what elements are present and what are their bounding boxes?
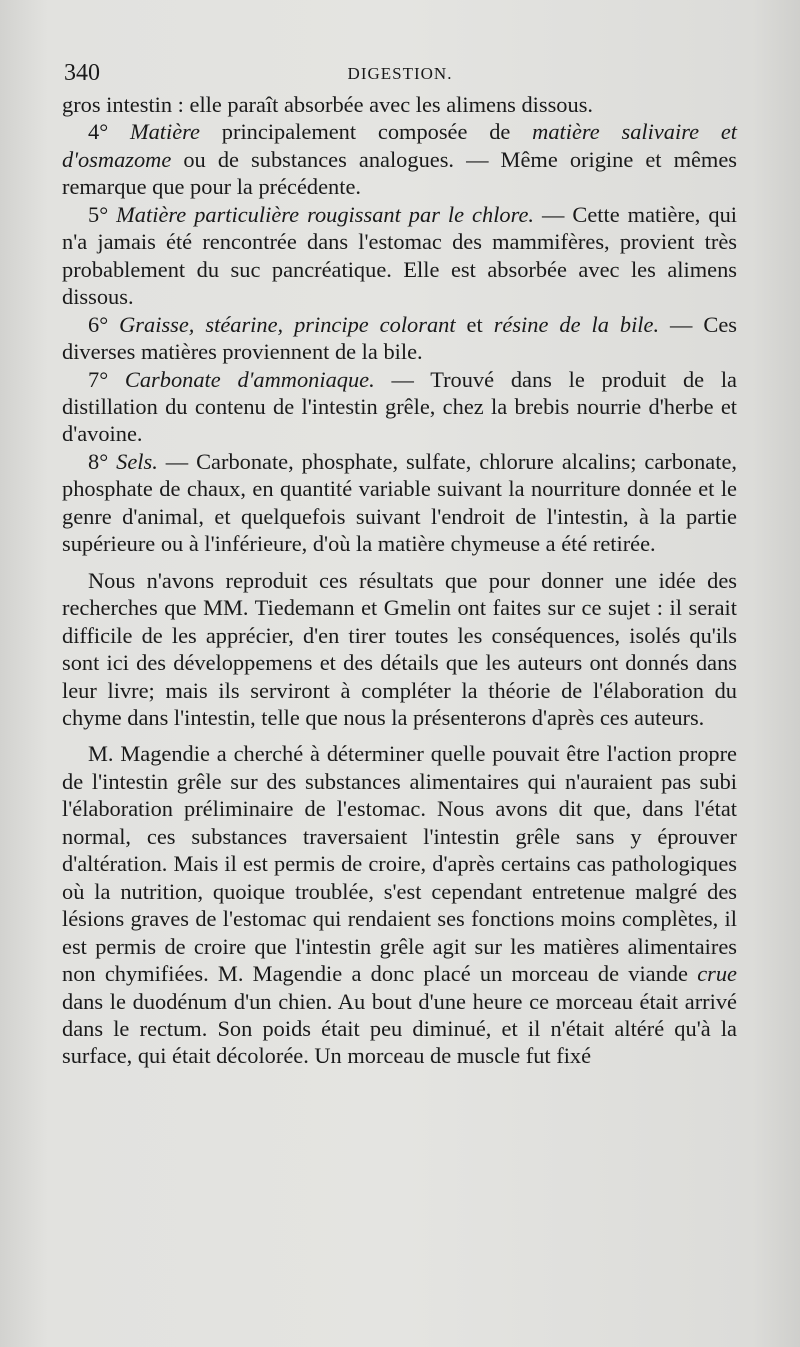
page-number: 340	[64, 60, 100, 86]
italic-run: Carbonate d'ammoniaque.	[124, 366, 375, 392]
italic-run: Graisse, stéarine, principe colorant	[119, 311, 456, 337]
text-run: 8°	[88, 448, 117, 474]
page-header	[64, 60, 736, 90]
text-run: — Ces diverses matières proviennent de la bile.	[62, 311, 737, 365]
italic-run: Matière	[129, 119, 201, 145]
italic-run: crue	[697, 961, 737, 987]
italic-run: résine de la bile.	[493, 311, 660, 337]
list-item-7-carbonate-ammoniaque	[62, 366, 737, 448]
paragraph-magendie	[62, 740, 737, 1069]
text-run: — Carbonate, phosphate, sulfate, chlorure alcalins; carbonate, phosphate de chaux, en quantité variable suivant la nourriture donnée et le genre d'animal, et quelquefois suivant l'endroit de l'intestin, à la partie supérieure ou à l'inférieure, d'où la matière chymeuse a été retirée.	[62, 448, 738, 557]
text-run: Nous n'avons reproduit ces résultats que pour donner une idée des recherches que MM. Tiedemann et Gmelin ont faites sur ce sujet : il serait difficile de les apprécier, d'en tirer toutes les conséquences, isolés qu'ils sont ici des développemens et des détails que les auteurs ont donnés dans leur livre; mais ils serviront à compléter la théorie de l'élaboration du chyme dans l'intestin, telle que nous la présenterons d'après ces auteurs.	[62, 567, 737, 730]
paragraph-continuation	[62, 91, 737, 118]
text-run: — Trouvé dans le produit de la distillation du contenu de l'intestin grêle, chez la brebis nourrie d'herbe et d'avoine.	[62, 366, 737, 447]
list-item-4-matiere-salivaire	[62, 118, 737, 200]
list-item-6-graisse	[62, 311, 737, 366]
text-run: dans le duodénum d'un chien. Au bout d'une heure ce morceau était arrivé dans le rectum. Son poids était peu diminué, et il n'était altéré qu'à la surface, qui était décolorée. Un morceau de muscle fut fixé	[62, 988, 737, 1069]
running-title: DIGESTION.	[347, 64, 453, 83]
text-run: 7°	[88, 366, 125, 392]
text-run: M. Magendie a cherché à déterminer quelle pouvait être l'action propre de l'intestin grêle sur des substances alimentaires qui n'auraient pas subi l'élaboration préliminaire de l'estomac. Nous avons dit que, dans l'état normal, ces substances traversaient l'intestin grêle sans y éprouver d'altération. Mais il est permis de croire, d'après certains cas pathologiques où la nutrition, quoique troublée, s'est cependant entretenue malgré des lésions graves de l'estomac qui rendaient ses fonctions moins complètes, il est permis de croire que l'intestin grêle agit sur les matières alimentaires non chymifiées. M. Magendie a donc placé un morceau de viande	[62, 741, 737, 987]
text-run: et	[455, 311, 494, 337]
text-run: 5°	[88, 201, 117, 227]
list-item-5-matiere-chlore	[62, 201, 737, 311]
italic-run: Sels.	[116, 448, 158, 474]
text-run: — Cette matière, qui n'a jamais été rencontrée dans l'estomac des mammifères, provient très probablement du suc pancréatique. Elle est absorbée avec les alimens dissous.	[62, 201, 738, 310]
list-item-8-sels	[62, 448, 737, 558]
paragraph-recherches	[62, 567, 737, 732]
text-run: 6°	[88, 311, 120, 337]
italic-run: Matière particulière rougissant par le chlore.	[116, 201, 535, 227]
text-run: ou de substances analogues. — Même origine et mêmes remarque que pour la précédente.	[62, 146, 737, 200]
text-run: 4°	[88, 119, 130, 145]
text-run: principalement composée de	[200, 119, 533, 145]
body-text	[62, 91, 737, 1070]
text-run: gros intestin : elle paraît absorbée avec les alimens dissous.	[62, 92, 594, 117]
italic-run: matière salivaire et d'osmazome	[62, 119, 737, 172]
